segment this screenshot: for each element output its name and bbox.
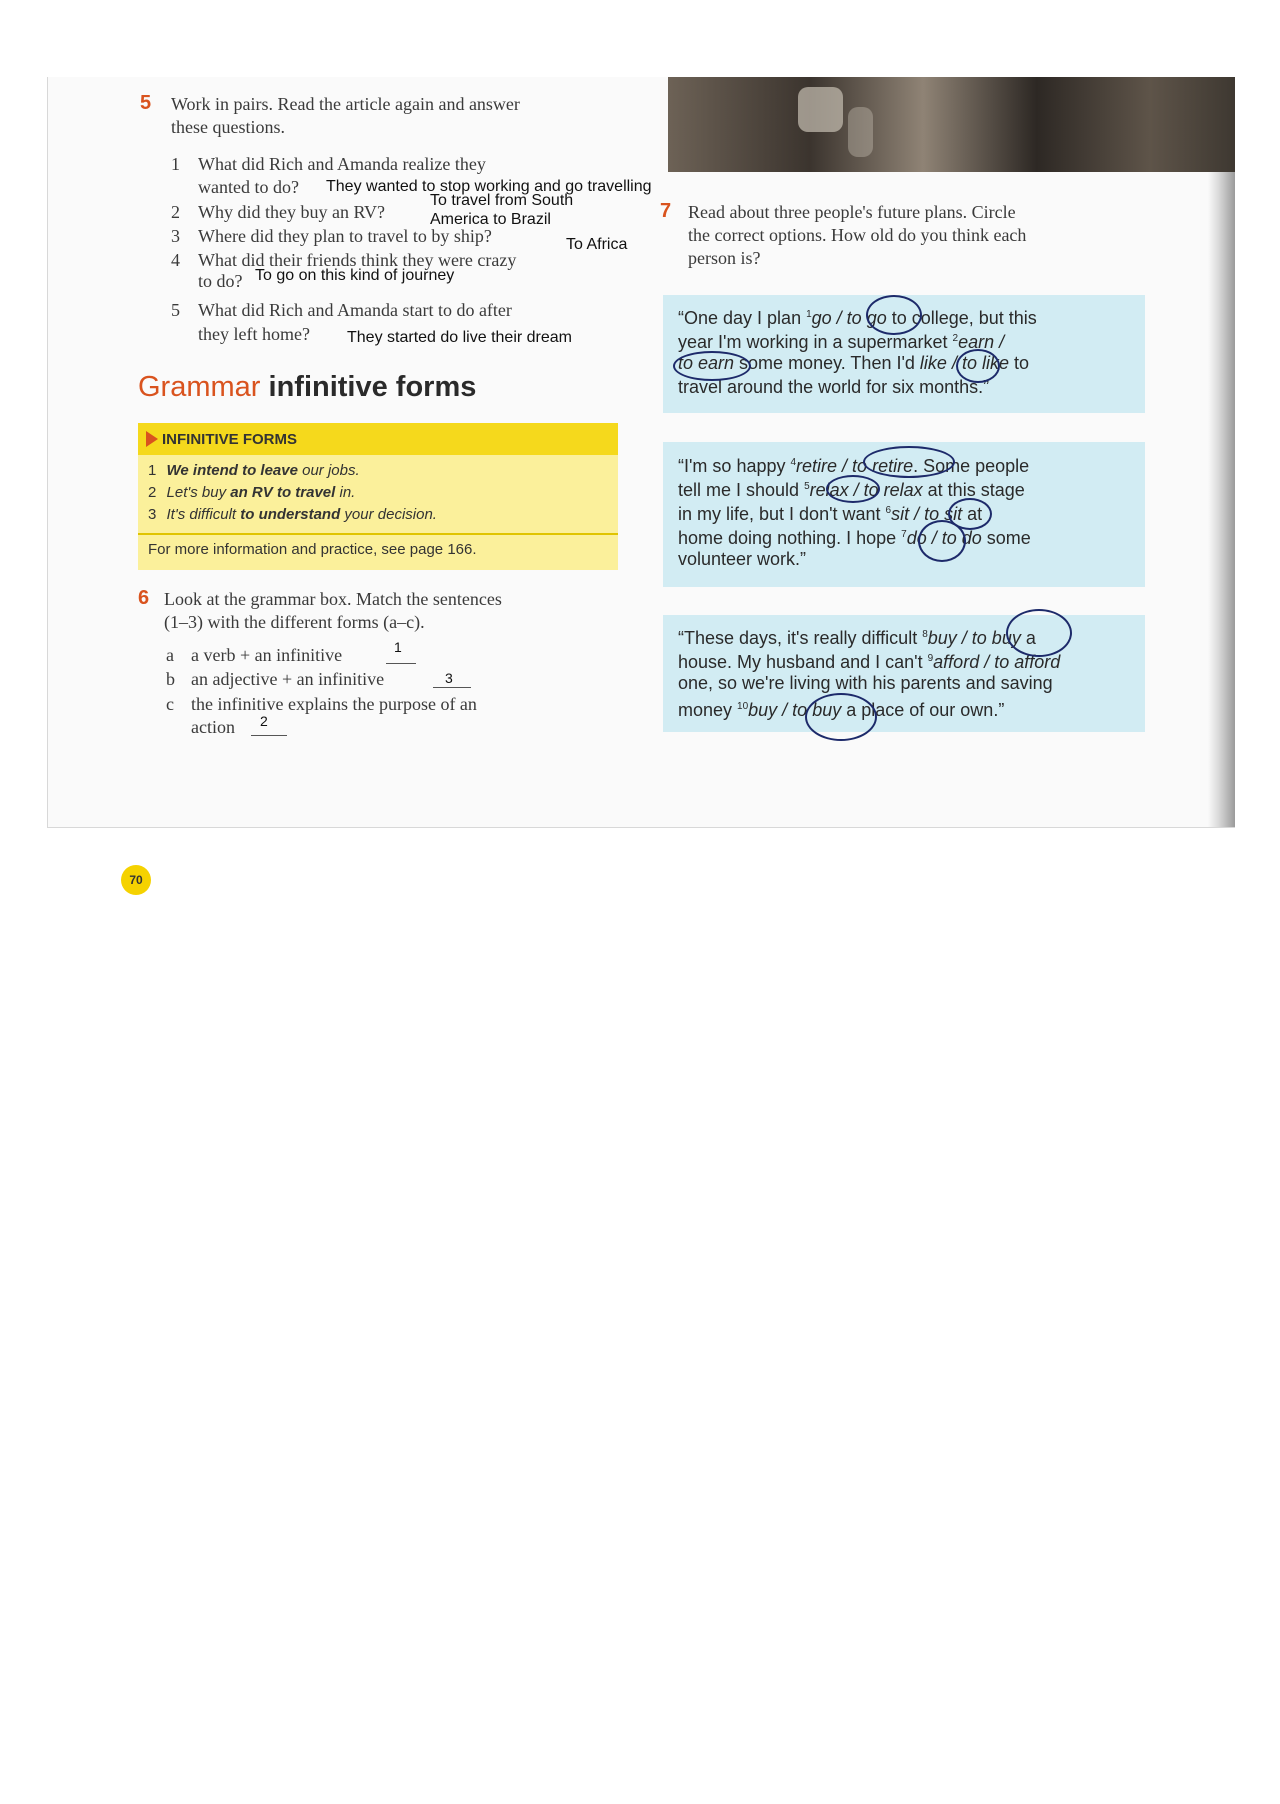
- answer-circle: [956, 349, 1000, 383]
- option: earn /: [958, 332, 1005, 352]
- gap-number: 9: [927, 653, 934, 664]
- exercise-7-instruction: Read about three people's future plans. Circle: [688, 202, 1016, 222]
- exercise-6-number: 6: [138, 587, 150, 609]
- answer-4: To go on this kind of journey: [255, 267, 455, 284]
- gap-number: 5: [804, 481, 810, 492]
- example-rest: in.: [335, 484, 356, 501]
- example-infinitive: to travel: [272, 484, 336, 501]
- option: relax / to relax: [809, 480, 923, 500]
- question-1-text: What did Rich and Amanda realize they: [198, 154, 486, 174]
- option-a-letter: a: [166, 645, 174, 665]
- text: “I'm so happy: [678, 456, 791, 476]
- example-number: 2: [148, 484, 157, 501]
- question-4-text: What did their friends think they were crazy: [198, 250, 517, 270]
- answer-line-a: [386, 663, 416, 664]
- text: at: [962, 504, 983, 524]
- option: retire / to retire: [796, 456, 914, 476]
- answer-circle: [673, 351, 751, 381]
- option: buy / to buy: [748, 700, 842, 720]
- question-5-number: 5: [171, 300, 180, 320]
- text: to college, but this: [886, 308, 1037, 328]
- text: money: [678, 700, 738, 720]
- example-adjective: It's difficult: [166, 506, 237, 523]
- example-rest: your decision.: [340, 506, 437, 523]
- option-c-text-cont: action: [191, 717, 235, 737]
- option-c-letter: c: [166, 694, 174, 714]
- example-number: 3: [148, 506, 157, 523]
- example-rest: our jobs.: [297, 462, 360, 479]
- exercise-5-instruction-cont: these questions.: [171, 117, 285, 137]
- quote-1-line-1: [678, 303, 1037, 330]
- option-c-text: the infinitive explains the purpose of an: [191, 694, 477, 714]
- question-3-number: 3: [171, 226, 180, 246]
- box-divider: [138, 533, 618, 535]
- answer-1: They wanted to stop working and go travelling: [326, 178, 652, 195]
- page-number-badge: 70: [121, 865, 151, 895]
- option: do / to do: [906, 528, 982, 548]
- answer-circle: [1006, 609, 1072, 657]
- text: at this stage: [922, 480, 1025, 500]
- option-a-text: a verb + an infinitive: [191, 645, 343, 665]
- answer-c: 2: [260, 713, 268, 729]
- infinitive-forms-header: [138, 423, 618, 455]
- answer-2-line2: America to Brazil: [430, 211, 551, 228]
- exercise-7-instruction-cont: the correct options. How old do you think each: [688, 225, 1027, 245]
- answer-5: They started do live their dream: [347, 329, 572, 346]
- article-photo: [668, 77, 1235, 172]
- option-b-text: an adjective + an infinitive: [191, 669, 385, 689]
- text: a place of our own.”: [841, 700, 1005, 720]
- answer-3: To Africa: [566, 236, 628, 253]
- textbook-page-scan: [47, 77, 1235, 887]
- gap-number: 6: [885, 505, 892, 516]
- answer-b: 3: [445, 670, 453, 686]
- quote-2-line-1: [678, 451, 1029, 478]
- option: go: [811, 308, 832, 328]
- infinitive-forms-box: [138, 423, 618, 570]
- quote-3-line-3: one, so we're living with his parents and saving: [678, 673, 1053, 693]
- option: like: [919, 353, 947, 373]
- text: in my life, but I don't want: [678, 504, 886, 524]
- quote-box-3: [663, 615, 1145, 732]
- grammar-example-1: [148, 462, 360, 479]
- answer-line-b: [433, 687, 471, 688]
- answer-circle: [918, 520, 966, 562]
- example-infinitive: to leave: [237, 462, 298, 479]
- exercise-7-instruction-end: person is?: [688, 248, 761, 268]
- answer-2-line1: To travel from South: [430, 192, 574, 209]
- question-2-text: Why did they buy an RV?: [198, 202, 386, 222]
- question-1-text-cont: wanted to do?: [198, 177, 299, 197]
- gap-number: 10: [737, 701, 749, 712]
- quote-1-line-2: [678, 327, 1004, 354]
- answer-circle: [826, 475, 880, 503]
- gap-number: 1: [806, 309, 812, 320]
- text: a: [1020, 628, 1036, 648]
- text: “These days, it's really difficult: [678, 628, 923, 648]
- quote-box-1: [663, 295, 1145, 413]
- gap-number: 2: [952, 333, 959, 344]
- option-b-letter: b: [166, 669, 175, 689]
- answer-circle: [863, 446, 955, 478]
- grammar-example-2: [148, 484, 355, 501]
- option: afford / to afford: [933, 652, 1061, 672]
- grammar-example-3: [148, 506, 437, 523]
- text: house. My husband and I can't: [678, 652, 928, 672]
- text: “One day I plan: [678, 308, 807, 328]
- text: some: [981, 528, 1031, 548]
- question-2-number: 2: [171, 202, 180, 222]
- quote-1-line-4: travel around the world for six months.”: [678, 377, 990, 397]
- question-5-text: What did Rich and Amanda start to do after: [198, 300, 512, 320]
- gap-number: 4: [790, 457, 797, 468]
- text: to: [1008, 353, 1029, 373]
- text: year I'm working in a supermarket: [678, 332, 953, 352]
- example-verb: We intend: [166, 462, 238, 479]
- question-1-number: 1: [171, 154, 180, 174]
- more-info-text: For more information and practice, see page 166.: [148, 541, 477, 558]
- answer-circle: [805, 693, 877, 741]
- triangle-bullet-icon: [146, 431, 158, 447]
- question-3-text: Where did they plan to travel to by ship?: [198, 226, 492, 246]
- quote-3-line-2: [678, 647, 1060, 674]
- quote-3-line-1: [678, 623, 1036, 650]
- exercise-5-instruction: Work in pairs. Read the article again and answer: [171, 94, 520, 114]
- exercise-7-number: 7: [660, 200, 672, 222]
- option: / to like: [946, 353, 1009, 373]
- answer-a: 1: [394, 639, 402, 655]
- question-4-number: 4: [171, 250, 180, 270]
- text: . Some people: [913, 456, 1030, 476]
- answer-circle: [866, 295, 922, 335]
- page-binding-shadow: [1208, 172, 1235, 827]
- text: some money. Then I'd: [734, 353, 920, 373]
- gap-number: 8: [922, 629, 928, 640]
- text: home doing nothing. I hope: [678, 528, 902, 548]
- option: / to go: [831, 308, 887, 328]
- grammar-title: [138, 371, 476, 404]
- quote-box-2: [663, 442, 1145, 587]
- question-4-text-cont: to do?: [198, 271, 243, 291]
- option: sit / to sit: [891, 504, 963, 524]
- grammar-title-topic: infinitive forms: [268, 371, 477, 403]
- option: to earn: [678, 353, 735, 373]
- text: tell me I should: [678, 480, 805, 500]
- exercise-6-instruction: Look at the grammar box. Match the sentences: [164, 589, 502, 609]
- infinitive-forms-heading: INFINITIVE FORMS: [162, 431, 297, 448]
- quote-2-line-5: volunteer work.”: [678, 549, 807, 569]
- example-object: an RV: [226, 484, 273, 501]
- exercise-5-number: 5: [140, 92, 152, 114]
- option: buy / to buy: [927, 628, 1021, 648]
- answer-line-c: [251, 735, 287, 736]
- example-verb: Let's buy: [166, 484, 227, 501]
- exercise-6-instruction-cont: (1–3) with the different forms (a–c).: [164, 612, 425, 632]
- gap-number: 7: [901, 529, 907, 540]
- example-infinitive: to understand: [236, 506, 341, 523]
- question-5-text-cont: they left home?: [198, 324, 310, 344]
- example-number: 1: [148, 462, 157, 479]
- grammar-title-word: Grammar: [138, 371, 261, 403]
